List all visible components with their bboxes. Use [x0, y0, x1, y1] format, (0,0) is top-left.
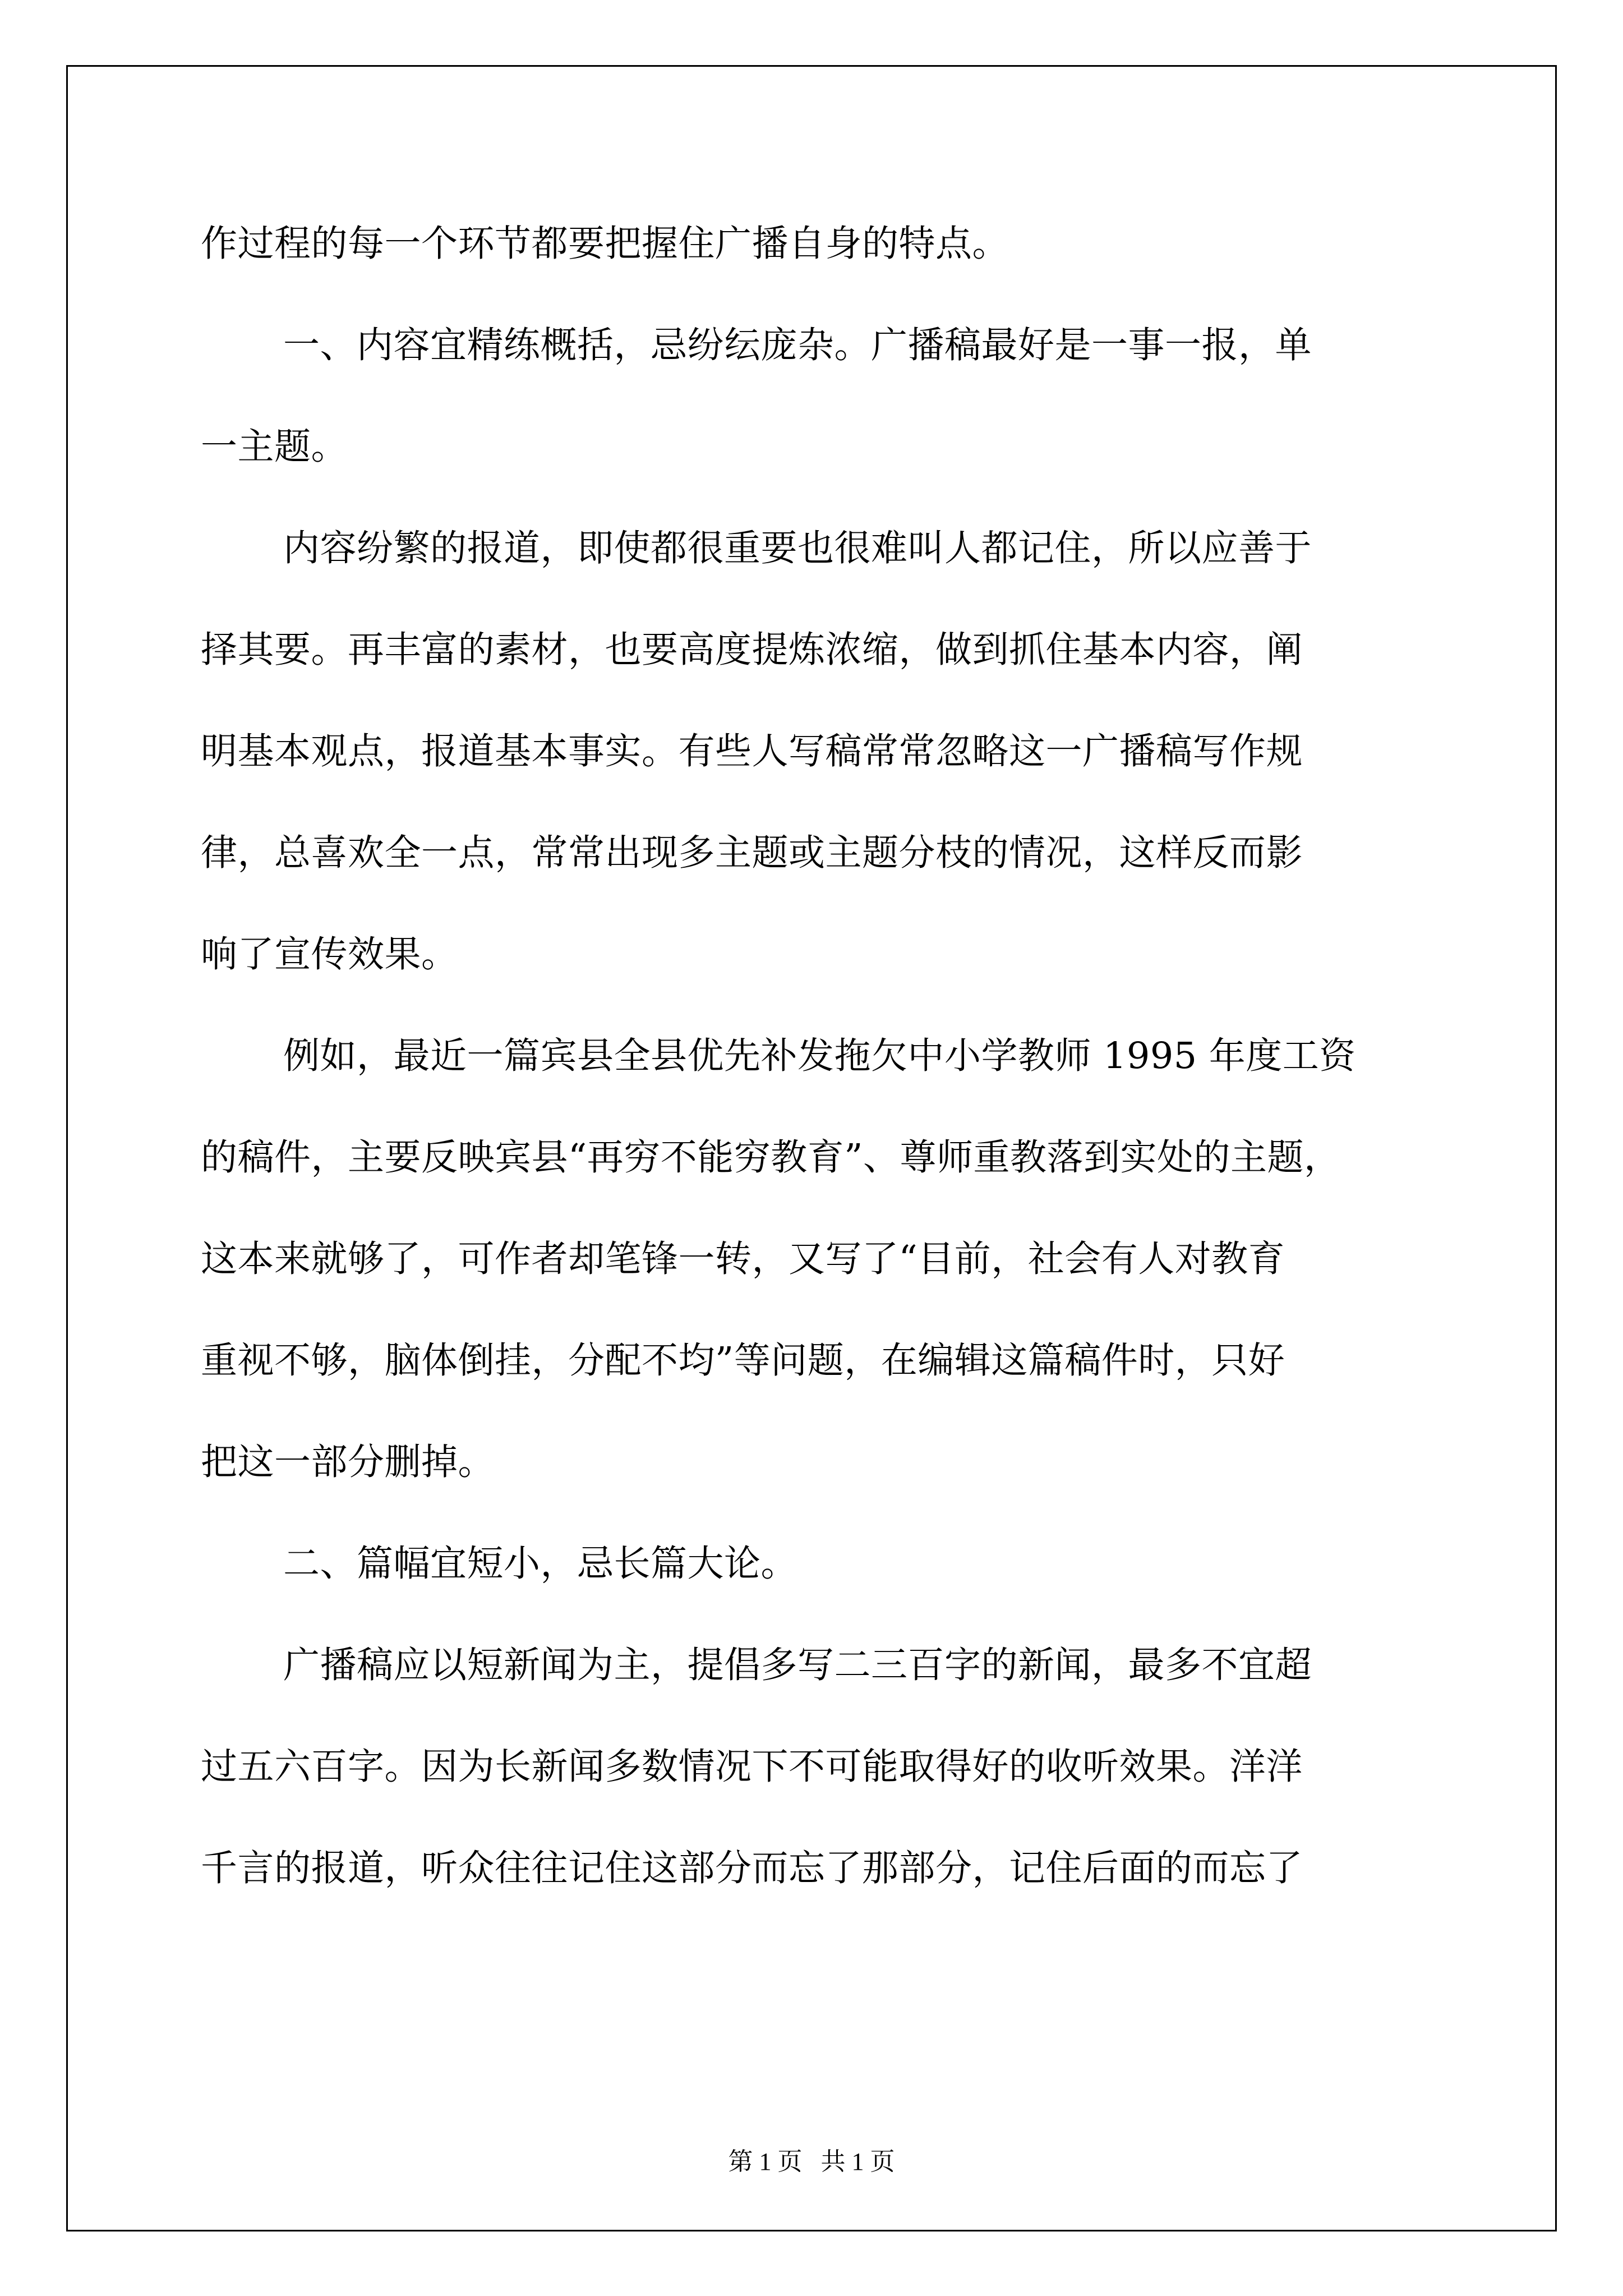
- text-line: 律，总喜欢全一点，常常出现多主题或主题分枝的情况，这样反而影: [201, 832, 1303, 874]
- text-line: 过五六百字。因为长新闻多数情况下不可能取得好的收听效果。洋洋: [201, 1746, 1303, 1788]
- text-line: 作过程的每一个环节都要把握住广播自身的特点。: [201, 223, 1009, 265]
- text-line: 择其要。再丰富的素材，也要高度提炼浓缩，做到抓住基本内容，阐: [201, 629, 1303, 671]
- text-line: 广播稿应以短新闻为主，提倡多写二三百字的新闻，最多不宜超: [283, 1644, 1312, 1686]
- text-line: 这本来就够了，可作者却笔锋一转，又写了“目前，社会有人对教育: [201, 1238, 1285, 1280]
- text-line: 响了宣传效果。: [201, 933, 458, 976]
- text-line: 明基本观点，报道基本事实。有些人写稿常常忽略这一广播稿写作规: [201, 730, 1303, 772]
- text-line: 一主题。: [201, 426, 348, 468]
- text-line: 把这一部分删掉。: [201, 1441, 495, 1483]
- text-line: 内容纷繁的报道，即使都很重要也很难叫人都记住，所以应善于: [283, 527, 1312, 569]
- text-line: 二、篇幅宜短小，忌长篇大论。: [283, 1543, 798, 1585]
- text-line: 重视不够，脑体倒挂，分配不均”等问题，在编辑这篇稿件时，只好: [201, 1340, 1285, 1382]
- page-number-footer: 第 1 页 共 1 页: [728, 2148, 895, 2175]
- text-line: 例如，最近一篇宾县全县优先补发拖欠中小学教师 1995 年度工资: [283, 1035, 1356, 1077]
- text-line: 千言的报道，听众往往记住这部分而忘了那部分，记住后面的而忘了: [201, 1847, 1303, 1889]
- text-line: 的稿件，主要反映宾县“再穷不能穷教育”、尊师重教落到实处的主题，: [201, 1137, 1341, 1179]
- text-line: 一、内容宜精练概括，忌纷纭庞杂。广播稿最好是一事一报，单: [283, 324, 1312, 366]
